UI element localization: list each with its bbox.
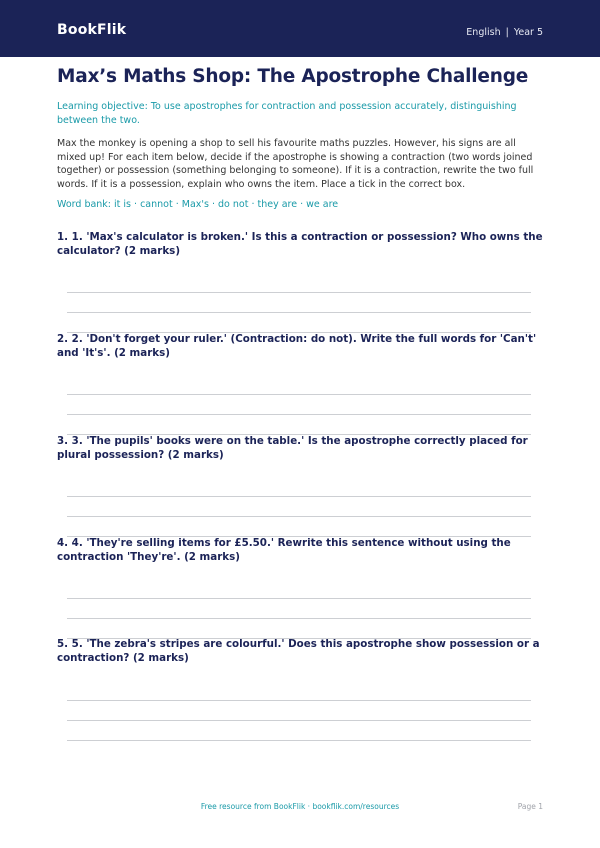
header-bar <box>0 0 600 57</box>
question-4 <box>57 536 543 565</box>
learning-objective: Learning objective: To use apostrophes for contraction and possession accurately, distinguishing between the two. <box>57 101 517 126</box>
footer-credit[interactable]: Free resource from BookFlik · bookflik.com/resources <box>200 802 400 811</box>
instructions-text: Max the monkey is opening a shop to sell his favourite maths puzzles. However, his signs are all mixed up! For each item below, decide if the apostrophe is showing a contraction (two words joined together) or possession (something belonging to someone). If it is a contraction, rewrite the two full words. If it is a possession, explain who owns the item. Place a tick in the correct box. <box>57 138 534 191</box>
brand-logo[interactable]: BookFlik <box>57 22 127 38</box>
question-text: 3. 3. 'The pupils' books were on the table.' Is the apostrophe correctly placed for plural possession? (2 marks) <box>57 435 528 462</box>
subject-separator: | <box>505 27 509 38</box>
answer-line[interactable] <box>67 414 531 415</box>
answer-line[interactable] <box>67 740 531 741</box>
question-text: 4. 4. 'They're selling items for £5.50.' Rewrite this sentence without using the contraction 'They're'. (2 marks) <box>57 537 511 564</box>
question-text: 2. 2. 'Don't forget your ruler.' (Contraction: do not). Write the full words for 'Can't' and 'It's'. (2 marks) <box>57 333 537 360</box>
answer-line[interactable] <box>67 516 531 517</box>
question-5 <box>57 637 543 666</box>
question-1 <box>57 230 543 259</box>
subject-name: English <box>466 27 501 38</box>
answer-line[interactable] <box>67 496 531 497</box>
answer-line[interactable] <box>67 618 531 619</box>
question-text: 5. 5. 'The zebra's stripes are colourful.' Does this apostrophe show possession or a contraction? (2 marks) <box>57 638 540 665</box>
answer-line[interactable] <box>67 312 531 313</box>
subject-label <box>466 27 543 38</box>
answer-line[interactable] <box>67 394 531 395</box>
question-text: 1. 1. 'Max's calculator is broken.' Is this a contraction or possession? Who owns the calculator? (2 marks) <box>57 231 543 258</box>
page-number: Page 1 <box>517 802 543 811</box>
answer-line[interactable] <box>67 292 531 293</box>
answer-line[interactable] <box>67 598 531 599</box>
worksheet-title: Max’s Maths Shop: The Apostrophe Challenge <box>57 66 529 87</box>
question-3 <box>57 434 543 463</box>
answer-line[interactable] <box>67 700 531 701</box>
answer-line[interactable] <box>67 720 531 721</box>
year-group: Year 5 <box>513 27 543 38</box>
question-2 <box>57 332 543 361</box>
word-bank: Word bank: it is · cannot · Max's · do not · they are · we are <box>57 199 339 210</box>
